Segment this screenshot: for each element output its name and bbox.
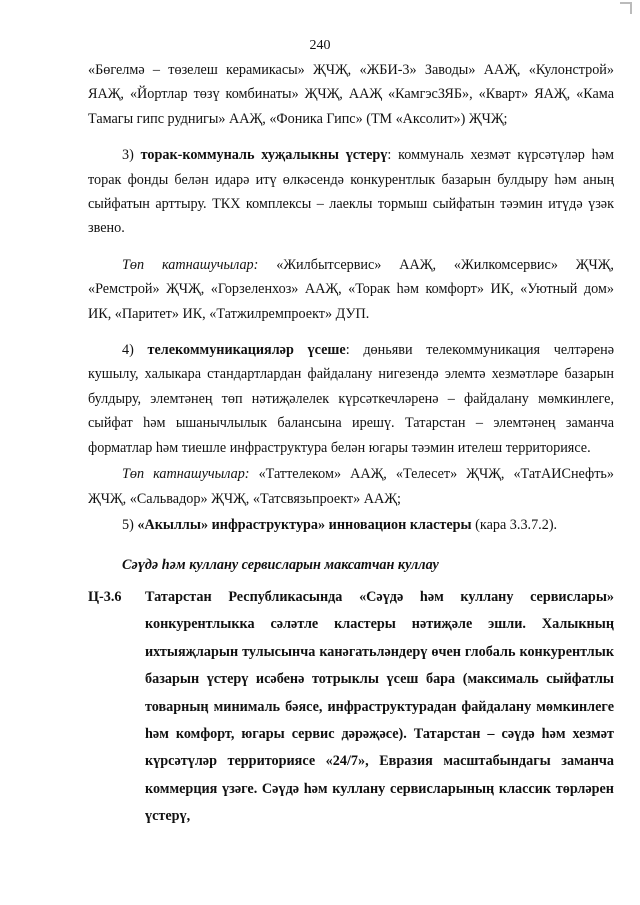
item-4-text: : дөньяви телекоммуникация челтәренә кушылу, халыкара стандартлардан файдалану нигезендә элемтә хезмәтләре базарын булдыру, элемтәнең төп нәтиҗәлелек күрсәткечләренә – файдалану мөмкинлеге, сыйфат һәм ышанычлылык балансына ирешү. Татарстан – элемтәнең заманча форматлар һәм тиешле инфраструктура белән югары тәэмин ителеш территориясе. bbox=[88, 342, 615, 456]
document-body bbox=[88, 58, 614, 588]
item-5-paragraph bbox=[88, 513, 614, 537]
item-4-participants-list: «Таттелеком» ААҖ, «Телесет» ҖЧҖ, «ТатАИСнефть» ҖЧҖ, «Сальвадор» ҖЧҖ, «Татсвязьпроект» ААҖ; bbox=[88, 466, 614, 507]
page-number: 240 bbox=[309, 38, 331, 53]
item-4-number: 4) bbox=[122, 342, 134, 359]
item-5-text: (кара 3.3.7.2). bbox=[471, 516, 558, 533]
item-3-title: торак-коммуналь хуҗалыкны үстерү bbox=[140, 147, 388, 164]
item-3-text: : коммуналь хезмәт күрсәтүләр һәм торак фонды белән идарә итү өлкәсендә конкурентлык базарын булдыру һәм аның сыйфатын арттыру. ТКХ комплексы – лаеклы тормыш сыйфатын тәэмин итүдә үзәк звено. bbox=[88, 147, 615, 237]
item-3-participants-list: «Жилбытсервис» ААҖ, «Жилкомсервис» ҖЧҖ, «Ремстрой» ҖЧҖ, «Горзеленхоз» ААҖ, «Торак һәм комфорт» ИК, «Уютный дом» ИК, «Паритет» ИК, «Татжилремпроект» ДУП. bbox=[88, 256, 614, 322]
item-4-paragraph bbox=[88, 338, 614, 460]
goal-label: Ц-3.6 bbox=[88, 589, 122, 605]
item-3-paragraph bbox=[88, 143, 614, 241]
item-5-title: «Акыллы» инфраструктура» bbox=[137, 516, 326, 533]
item-3-participants-label: Төп катнашучылар: bbox=[122, 256, 259, 273]
item-3-number: 3) bbox=[122, 147, 134, 164]
item-4-title: телекоммуникацияләр үсеше bbox=[147, 342, 346, 359]
paragraph-continuation: «Бөгелмә – төзелеш керамикасы» ҖЧҖ, «ЖБИ-3» Заводы» ААҖ, «Кулонстрой» ЯАҖ, «Йортлар төзү комбинаты» ҖЧҖ, ААҖ «КамгэсЗЯБ», «Кварт» ЯАҖ, «Кама Тамагы гипс руднигы» ААҖ, «Фоника Гипс» (ТМ «Аксолит») ҖЧҖ; bbox=[88, 62, 614, 127]
page-corner-mark bbox=[620, 2, 632, 14]
item-3-participants bbox=[88, 253, 614, 326]
item-4-participants-label: Төп катнашучылар: bbox=[122, 466, 250, 483]
item-5-text-bold: инновацион кластеры bbox=[325, 516, 472, 533]
item-4-participants bbox=[88, 462, 614, 511]
section-heading: Сәүдә һәм куллану сервисларын максатчан куллау bbox=[122, 557, 439, 574]
item-5-number: 5) bbox=[122, 516, 134, 533]
goal-text: Татарстан Республикасында «Сәүдә һәм куллану сервислары» конкурентлыкка сәләтле кластеры нәтиҗәле эшли. Халыкның ихтыяҗларын тулысынча канәгатьләндерү өчен глобаль конкурентлык базарын үстерү исәбенә тотрыклы үсеш бара (максималь сыйфатлы товарның минималь бәясе, инфраструктурадан файдалану мөмкинлеге һәм комфорт, югары сервис дәрәҗәсе). Татарстан – сәүдә һәм хезмәт күрсәтүләр территориясе «24/7», Евразия масштабындагы заманча коммерция үзәге. Сәүдә һәм куллану сервисларының классик төрләрен үстерү, bbox=[145, 589, 614, 825]
